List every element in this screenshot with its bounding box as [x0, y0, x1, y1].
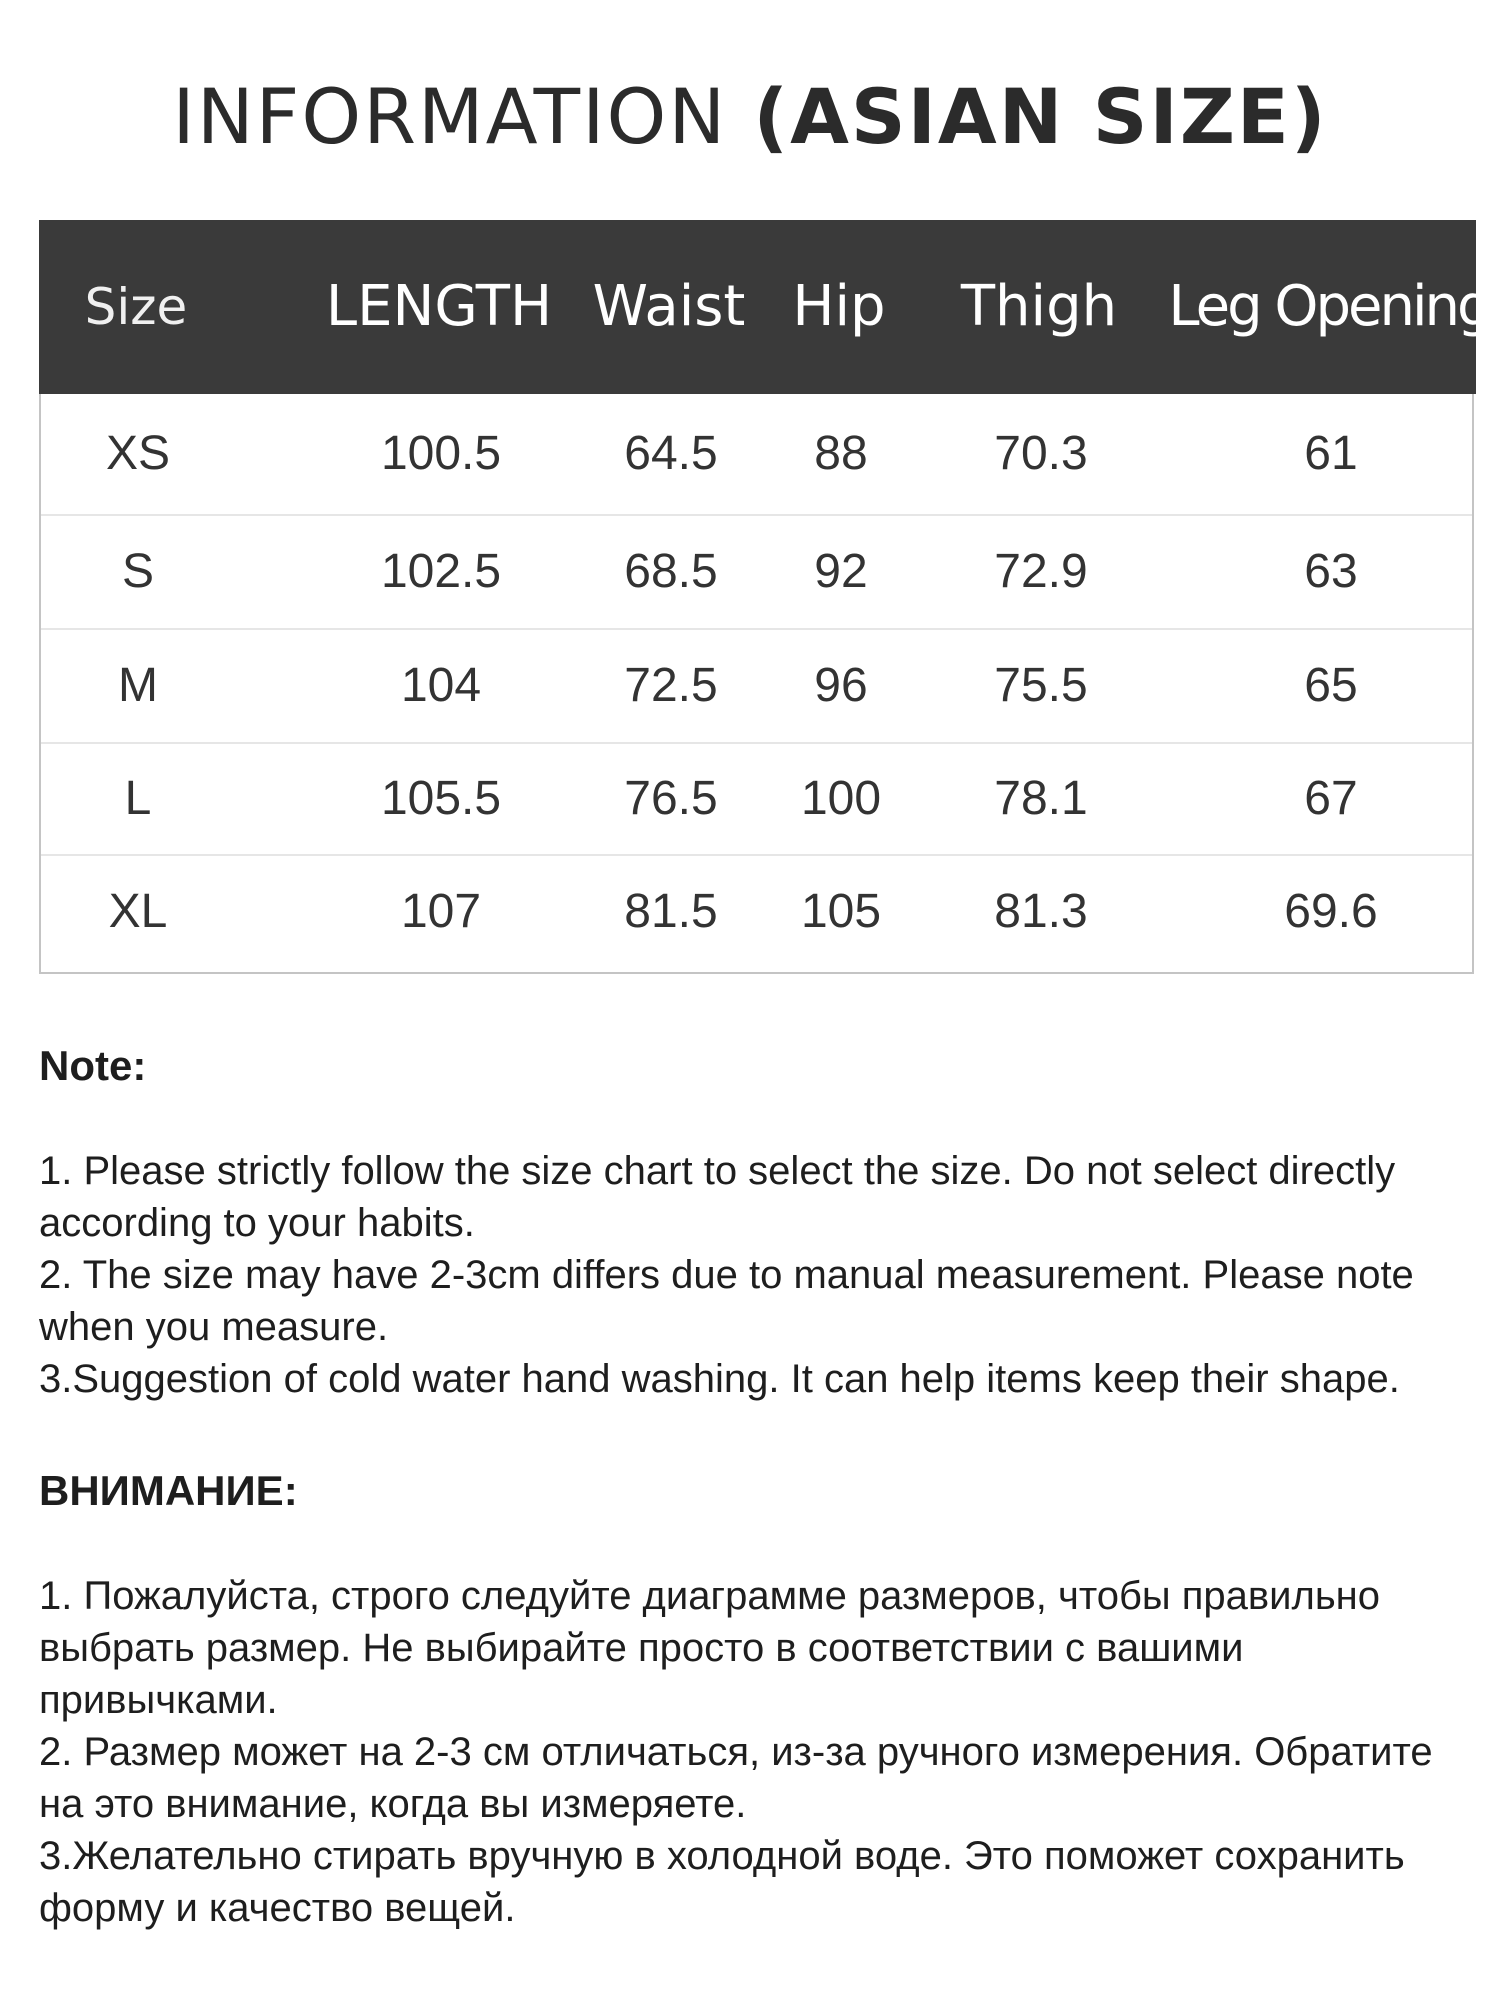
table-cell-leg-opening: 69.6 [1284, 885, 1378, 938]
size-table [39, 220, 1490, 974]
table-cell-hip: 100 [800, 772, 882, 825]
table-cell-leg-opening: 63 [1304, 545, 1358, 598]
table-cell-leg-opening: 67 [1304, 772, 1358, 825]
column-header-length: LENGTH [325, 274, 553, 339]
note-item: 3.Желательно стирать вручную в холодной воде. Это поможет сохранить форму и качество вещей. [39, 1834, 1405, 1930]
table-cell-thigh: 81.3 [994, 885, 1088, 938]
page-title [0, 72, 1500, 162]
table-cell-size: XS [105, 427, 171, 480]
table-cell-hip: 88 [814, 427, 868, 480]
note-russian [39, 1465, 1469, 1934]
table-cell-waist: 72.5 [624, 659, 718, 712]
table-row [41, 856, 1472, 972]
note-item: 1. Please strictly follow the size chart to select the size. Do not select directly according to your habits. [39, 1149, 1396, 1245]
table-cell-waist: 76.5 [624, 772, 718, 825]
note-item: 1. Пожалуйста, строго следуйте диаграмме размеров, чтобы правильно выбрать размер. Не выбирайте просто в соответствии с вашими привычками. [39, 1574, 1381, 1722]
table-cell-length: 105.5 [380, 772, 502, 825]
table-cell-hip: 96 [814, 659, 868, 712]
table-cell-hip: 105 [800, 885, 882, 938]
note-english [39, 1040, 1469, 1405]
note-heading: Note: [39, 1042, 147, 1089]
table-cell-waist: 64.5 [624, 427, 718, 480]
note-heading: ВНИМАНИЕ: [39, 1467, 298, 1514]
table-cell-size: S [121, 545, 154, 598]
table-row [41, 394, 1472, 516]
table-cell-thigh: 78.1 [994, 772, 1088, 825]
table-cell-waist: 81.5 [624, 885, 718, 938]
column-header-thigh: Thigh [960, 274, 1118, 339]
table-cell-length: 104 [400, 659, 482, 712]
table-cell-length: 107 [400, 885, 482, 938]
table-cell-thigh: 70.3 [994, 427, 1088, 480]
table-cell-size: M [118, 659, 158, 712]
note-item: 3.Suggestion of cold water hand washing. It can help items keep their shape. [39, 1357, 1400, 1401]
table-cell-leg-opening: 61 [1304, 427, 1358, 480]
table-cell-size: XL [108, 885, 168, 938]
note-item: 2. Размер может на 2-3 см отличаться, из-за ручного измерения. Обратите на это внимание, когда вы измеряете. [39, 1730, 1433, 1826]
column-header-hip: Hip [792, 274, 886, 339]
table-cell-waist: 68.5 [624, 545, 718, 598]
table-row [41, 516, 1472, 630]
table-cell-length: 100.5 [380, 427, 502, 480]
note-item: 2. The size may have 2-3cm differs due to manual measurement. Please note when you measure. [39, 1253, 1414, 1349]
column-header-size: Size [84, 278, 188, 336]
table-cell-thigh: 72.9 [994, 545, 1088, 598]
page-title-bold: (ASIAN SIZE) [753, 72, 1328, 161]
table-row [41, 630, 1472, 744]
table-cell-thigh: 75.5 [994, 659, 1088, 712]
table-cell-length: 102.5 [380, 545, 502, 598]
column-header-waist: Waist [592, 274, 746, 339]
table-row [41, 744, 1472, 856]
table-cell-leg-opening: 65 [1304, 659, 1358, 712]
table-cell-size: L [124, 772, 152, 825]
table-cell-hip: 92 [814, 545, 868, 598]
column-header-leg-opening: Leg Opening [1168, 274, 1490, 339]
page-title-light: INFORMATION [172, 72, 728, 161]
